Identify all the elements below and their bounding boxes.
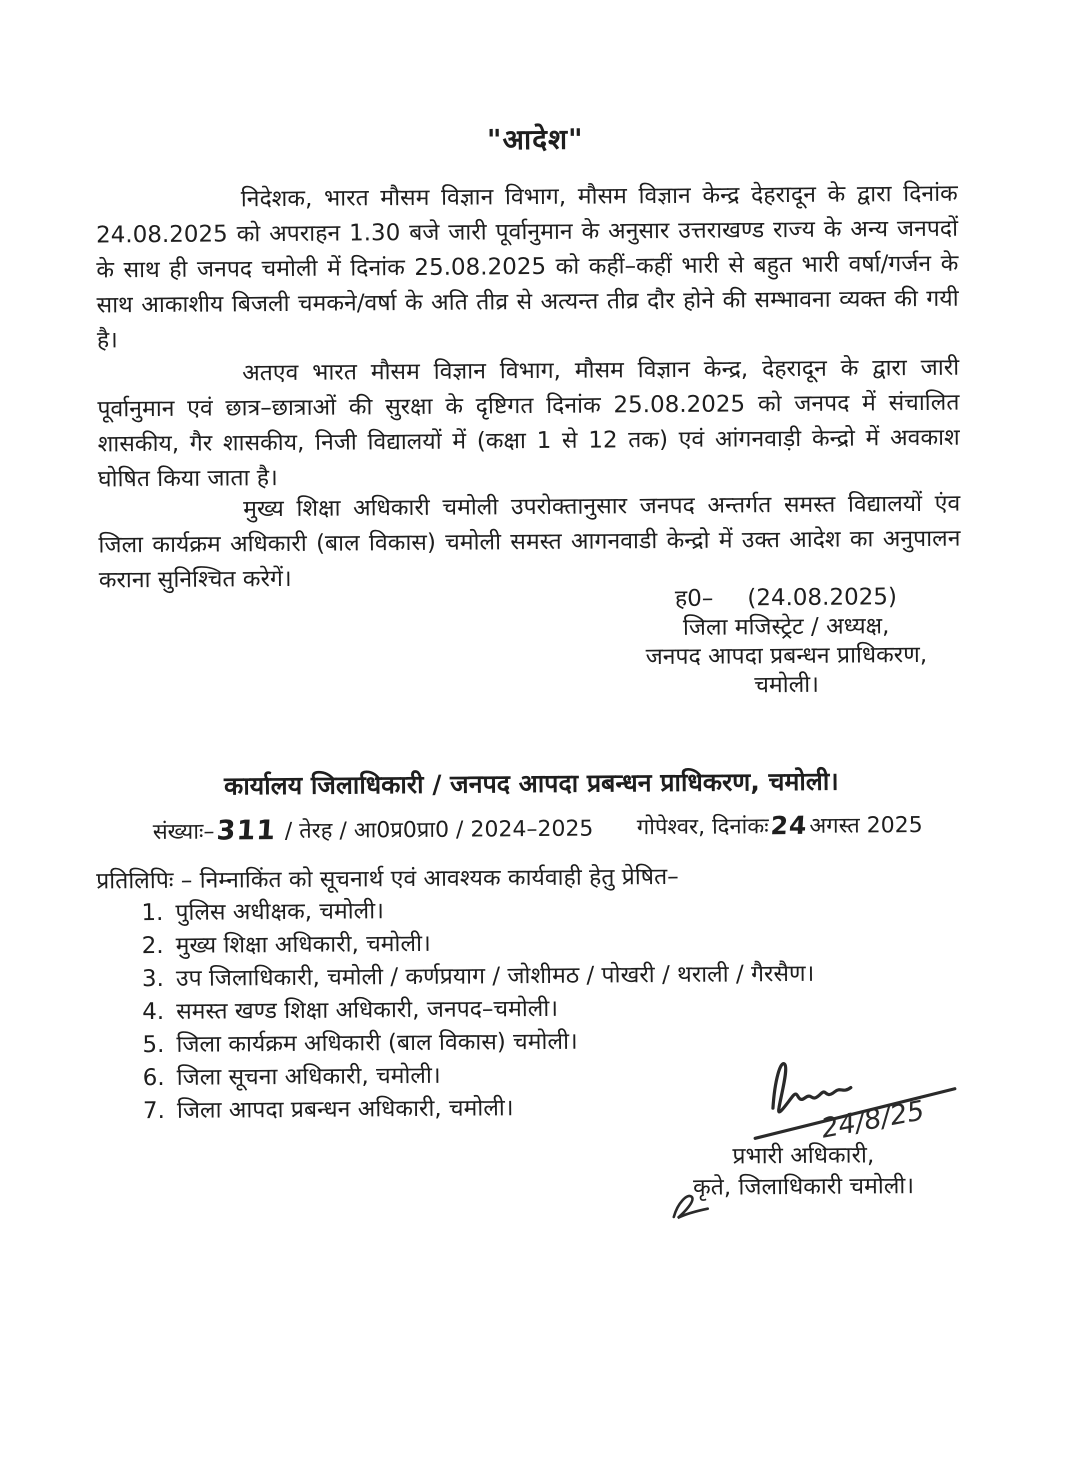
signed-line xyxy=(611,583,961,615)
paragraph-compliance: मुख्य शिक्षा अधिकारी चमोली उपरोक्तानुसार जनपद अन्तर्गत समस्त विद्यालयों एंव जिला कार्यक्रम अधिकारी (बाल विकास) चमोली समस्त आगनवाडी केन्द्रो में उक्त आदेश का अनुपालन कराना सुनिश्चित करेगें। xyxy=(98,490,961,594)
list-item: 3. उप जिलाधिकारी, चमोली / कर्णप्रयाग / जोशीमठ / पोखरी / थराली / गैरसैण। xyxy=(141,960,815,993)
paragraph-holiday-order: अतएव भारत मौसम विज्ञान विभाग, मौसम विज्ञान केन्द्र, देहरादून के द्वारा जारी पूर्वानुमान एवं छात्र–छात्राओं की सुरक्षा के दृष्टिगत दिनांक 25.08.2025 को जनपद में संचालित शासकीय, गैर शासकीय, निजी विद्यालयों में (कक्षा 1 से 12 तक) एवं आंगनवाड़ी केन्द्रो में अवकाश घोषित किया जाता है। xyxy=(97,354,960,493)
handwritten-ref-number: 311 xyxy=(215,815,277,847)
list-item: 6. जिला सूचना अधिकारी, चमोली। xyxy=(142,1062,441,1092)
signatory-authority: जनपद आपदा प्रबन्धन प्राधिकरण, xyxy=(645,641,928,671)
signed-date: (24.08.2025) xyxy=(747,584,898,612)
office-heading: कार्यालय जिलाधिकारी / जनपद आपदा प्रबन्धन प्राधिकरण, चमोली। xyxy=(223,766,839,801)
paragraph-forecast: निदेशक, भारत मौसम विज्ञान विभाग, मौसम विज्ञान केन्द्र देहरादून के द्वारा दिनांक 24.08.2025 को अपराहन 1.30 बजे जारी पूर्वानुमान के अनुसार उत्तराखण्ड राज्य के अन्य जनपदों के साथ ही जनपद चमोली में दिनांक 25.08.2025 को कहीं–कहीं भारी से बहुत भारी वर्षा/गर्जन के साथ आकाशीय बिजली चमकने/वर्षा के अति तीव्र से अत्यन्त तीव्र दौर होने की सम्भावना व्यक्त की गयी है। xyxy=(95,180,959,354)
footer-designation: प्रभारी अधिकारी, xyxy=(732,1142,875,1170)
list-item: 4. समस्त खण्ड शिक्षा अधिकारी, जनपद–चमोली। xyxy=(142,995,559,1026)
reference-line xyxy=(101,809,963,847)
handwritten-signature xyxy=(744,1049,975,1151)
signed-abbrev: ह0– xyxy=(674,585,714,612)
handwritten-sign-date: 24/8/25 xyxy=(818,1095,927,1145)
list-item: 2. मुख्य शिक्षा अधिकारी, चमोली। xyxy=(141,930,431,960)
ref-prefix: संख्याः– xyxy=(152,819,215,846)
date-rest: अगस्त 2025 xyxy=(809,812,923,839)
list-item: 1. पुलिस अधीक्षक, चमोली। xyxy=(141,898,385,927)
signatory-designation: जिला मजिस्ट्रेट / अध्यक्ष, xyxy=(682,613,890,641)
place-label: गोपेश्वर, xyxy=(636,814,706,841)
footer-on-behalf: कृते, जिलाधिकारी चमोली। xyxy=(692,1173,915,1201)
place-and-date xyxy=(637,809,923,842)
list-item: 7. जिला आपदा प्रबन्धन अधिकारी, चमोली। xyxy=(142,1095,514,1125)
pen-flourish-mark xyxy=(668,1185,714,1225)
reference-number xyxy=(153,812,594,846)
date-label: दिनांकः xyxy=(711,814,769,840)
handwritten-date-day: 24 xyxy=(769,810,809,841)
ref-rest: / तेरह / आ0प्र0प्रा0 / 2024–2025 xyxy=(277,816,594,845)
signatory-district: चमोली। xyxy=(754,671,820,699)
signature-block xyxy=(611,583,962,702)
list-item: 5. जिला कार्यक्रम अधिकारी (बाल विकास) चमोली। xyxy=(142,1028,578,1059)
copy-to-line: प्रतिलिपिः – निम्नाकिंत को सूचनार्थ एवं आवश्यक कार्यवाही हेतु प्रेषित– xyxy=(96,863,679,895)
document-title: "आदेश" xyxy=(486,122,584,157)
